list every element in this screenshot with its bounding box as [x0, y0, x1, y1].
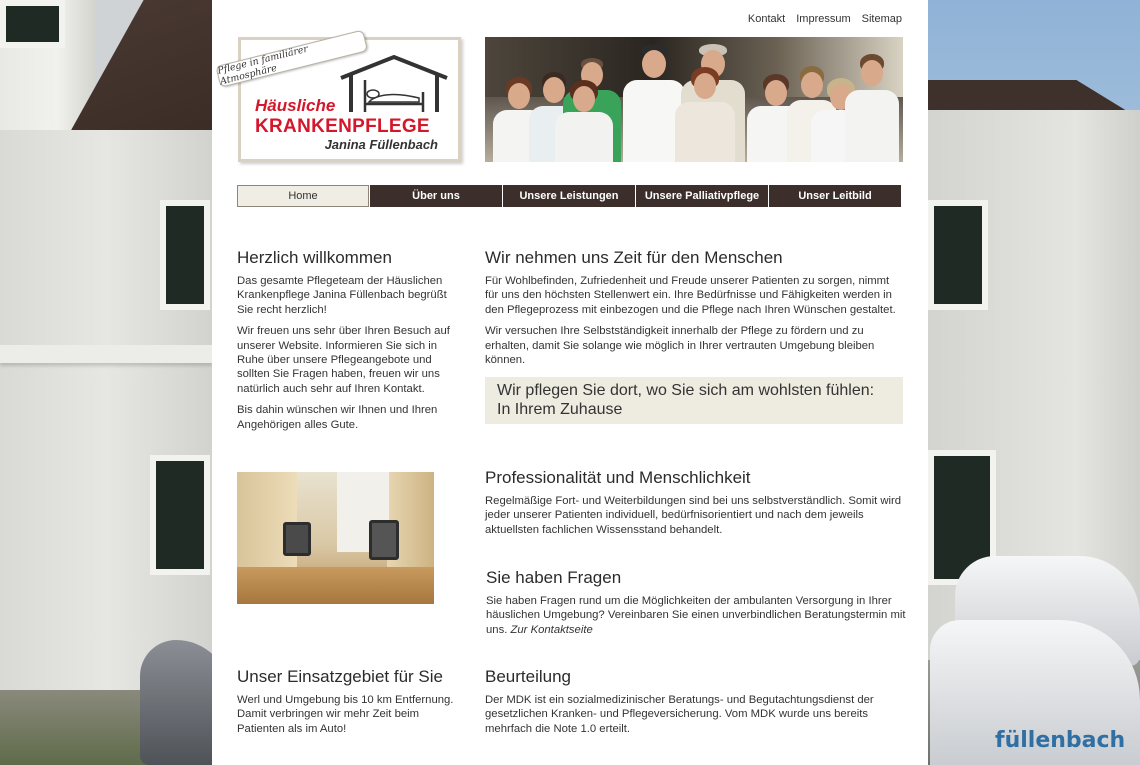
- window: [0, 0, 65, 48]
- person: [555, 80, 613, 162]
- fragen-text: [486, 594, 906, 637]
- beurteilung-text: Der MDK ist ein sozialmedizinischer Beratungs- und Begutachtungsdienst der gesetzlichen Kranken- und Pflegeversicherung. Vom MDK wurde uns bereits mehrfach die Note 1.0 erteilt.: [485, 694, 874, 735]
- main-nav: [237, 185, 901, 207]
- nav-palliativpflege[interactable]: Unsere Palliativpflege: [636, 185, 768, 207]
- page-panel: [212, 0, 928, 765]
- logo-text-name: Janina Füllenbach: [324, 137, 438, 152]
- prof-title: Professionalität und Menschlichkeit: [485, 468, 751, 487]
- welcome-title: Herzlich willkommen: [237, 248, 392, 267]
- team-photo: [485, 37, 903, 162]
- window: [928, 200, 988, 310]
- house-bed-icon: [337, 54, 451, 114]
- prof-text: Regelmäßige Fort- und Weiterbildungen sind bei uns selbstverständlich. Somit wird jeder unserer Patienten individuell, bedürfnisorientiert und nach dem jeweils aktuellsten fachlichen Wissensstand behandelt.: [485, 495, 902, 536]
- zeit-section: [485, 248, 905, 374]
- nav-leitbild[interactable]: Unser Leitbild: [769, 185, 901, 207]
- einsatz-section: [237, 667, 465, 743]
- nav-home[interactable]: Home: [237, 185, 369, 207]
- person: [675, 67, 735, 162]
- einsatz-title: Unser Einsatzgebiet für Sie: [237, 667, 443, 686]
- kontakt-link[interactable]: Kontakt: [747, 13, 786, 25]
- room-photo: [237, 472, 434, 604]
- sitemap-link[interactable]: Sitemap: [861, 13, 902, 25]
- floor: [237, 567, 434, 604]
- logo-tagline: Pflege in familiärer Atmosphäre: [215, 30, 368, 88]
- nav-leistungen[interactable]: Unsere Leistungen: [503, 185, 635, 207]
- window: [150, 455, 210, 575]
- impressum-link[interactable]: Impressum: [796, 13, 851, 25]
- person: [845, 54, 899, 162]
- zeit-text-2: Wir versuchen Ihre Selbstständigkeit innerhalb der Pflege zu fördern und zu erhalten, damit Sie solange wie möglich in Ihrer vertrauten Umgebung bleiben können.: [485, 325, 875, 367]
- beurteilung-section: [485, 667, 905, 743]
- callout-box: Wir pflegen Sie dort, wo Sie sich am wohlsten fühlen: In Ihrem Zuhause: [485, 377, 903, 424]
- nav-ueber-uns[interactable]: Über uns: [370, 185, 502, 207]
- logo-text-krankenpflege: KRANKENPFLEGE: [255, 116, 430, 137]
- fragen-section: [486, 568, 906, 644]
- wheelchair-icon: [283, 522, 311, 556]
- welcome-text-3: Bis dahin wünschen wir Ihnen und Ihren Angehörigen alles Gute.: [237, 404, 438, 431]
- welcome-text-1: Das gesamte Pflegeteam der Häuslichen Krankenpflege Janina Füllenbach begrüßt Sie recht herzlich!: [237, 275, 447, 316]
- zeit-title: Wir nehmen uns Zeit für den Menschen: [485, 248, 783, 267]
- cornice: [0, 345, 212, 363]
- fragen-title: Sie haben Fragen: [486, 568, 622, 587]
- prof-section: [485, 468, 905, 544]
- car-logo-text: füllenbach: [995, 728, 1126, 753]
- welcome-text-2: Wir freuen uns sehr über Ihren Besuch auf unserer Website. Informieren Sie sich in Ruhe über unsere Pflegeangebote und sollten Sie Fragen haben, freuen wir uns natürlich auch sehr auf Ihren Kontakt.: [237, 325, 450, 395]
- kontaktseite-link[interactable]: Zur Kontaktseite: [510, 623, 593, 636]
- einsatz-text: Werl und Umgebung bis 10 km Entfernung. Damit verbringen wir mehr Zeit beim Patienten als im Auto!: [237, 694, 454, 735]
- top-links: [748, 13, 902, 25]
- window: [160, 200, 210, 310]
- logo-text-haeusliche: Häusliche: [255, 96, 336, 115]
- zeit-text-1: Für Wohlbefinden, Zufriedenheit und Freude unserer Patienten zu sorgen, nimmt für uns den höchsten Stellenwert ein. Ihre Bedürfnisse und Fähigkeiten werden in den Pflegeprozess mit einbezogen und die Pflege nach Ihren Wünschen gestaltet.: [485, 275, 896, 316]
- welcome-section: [237, 248, 465, 439]
- beurteilung-title: Beurteilung: [485, 667, 572, 686]
- fragen-text-body: Sie haben Fragen rund um die Möglichkeiten der ambulanten Versorgung in Ihrer häuslichen Umgebung? Vereinbaren Sie einen unverbindlichen Beratungstermin mit uns.: [486, 595, 906, 636]
- wheelchair-icon: [369, 520, 399, 560]
